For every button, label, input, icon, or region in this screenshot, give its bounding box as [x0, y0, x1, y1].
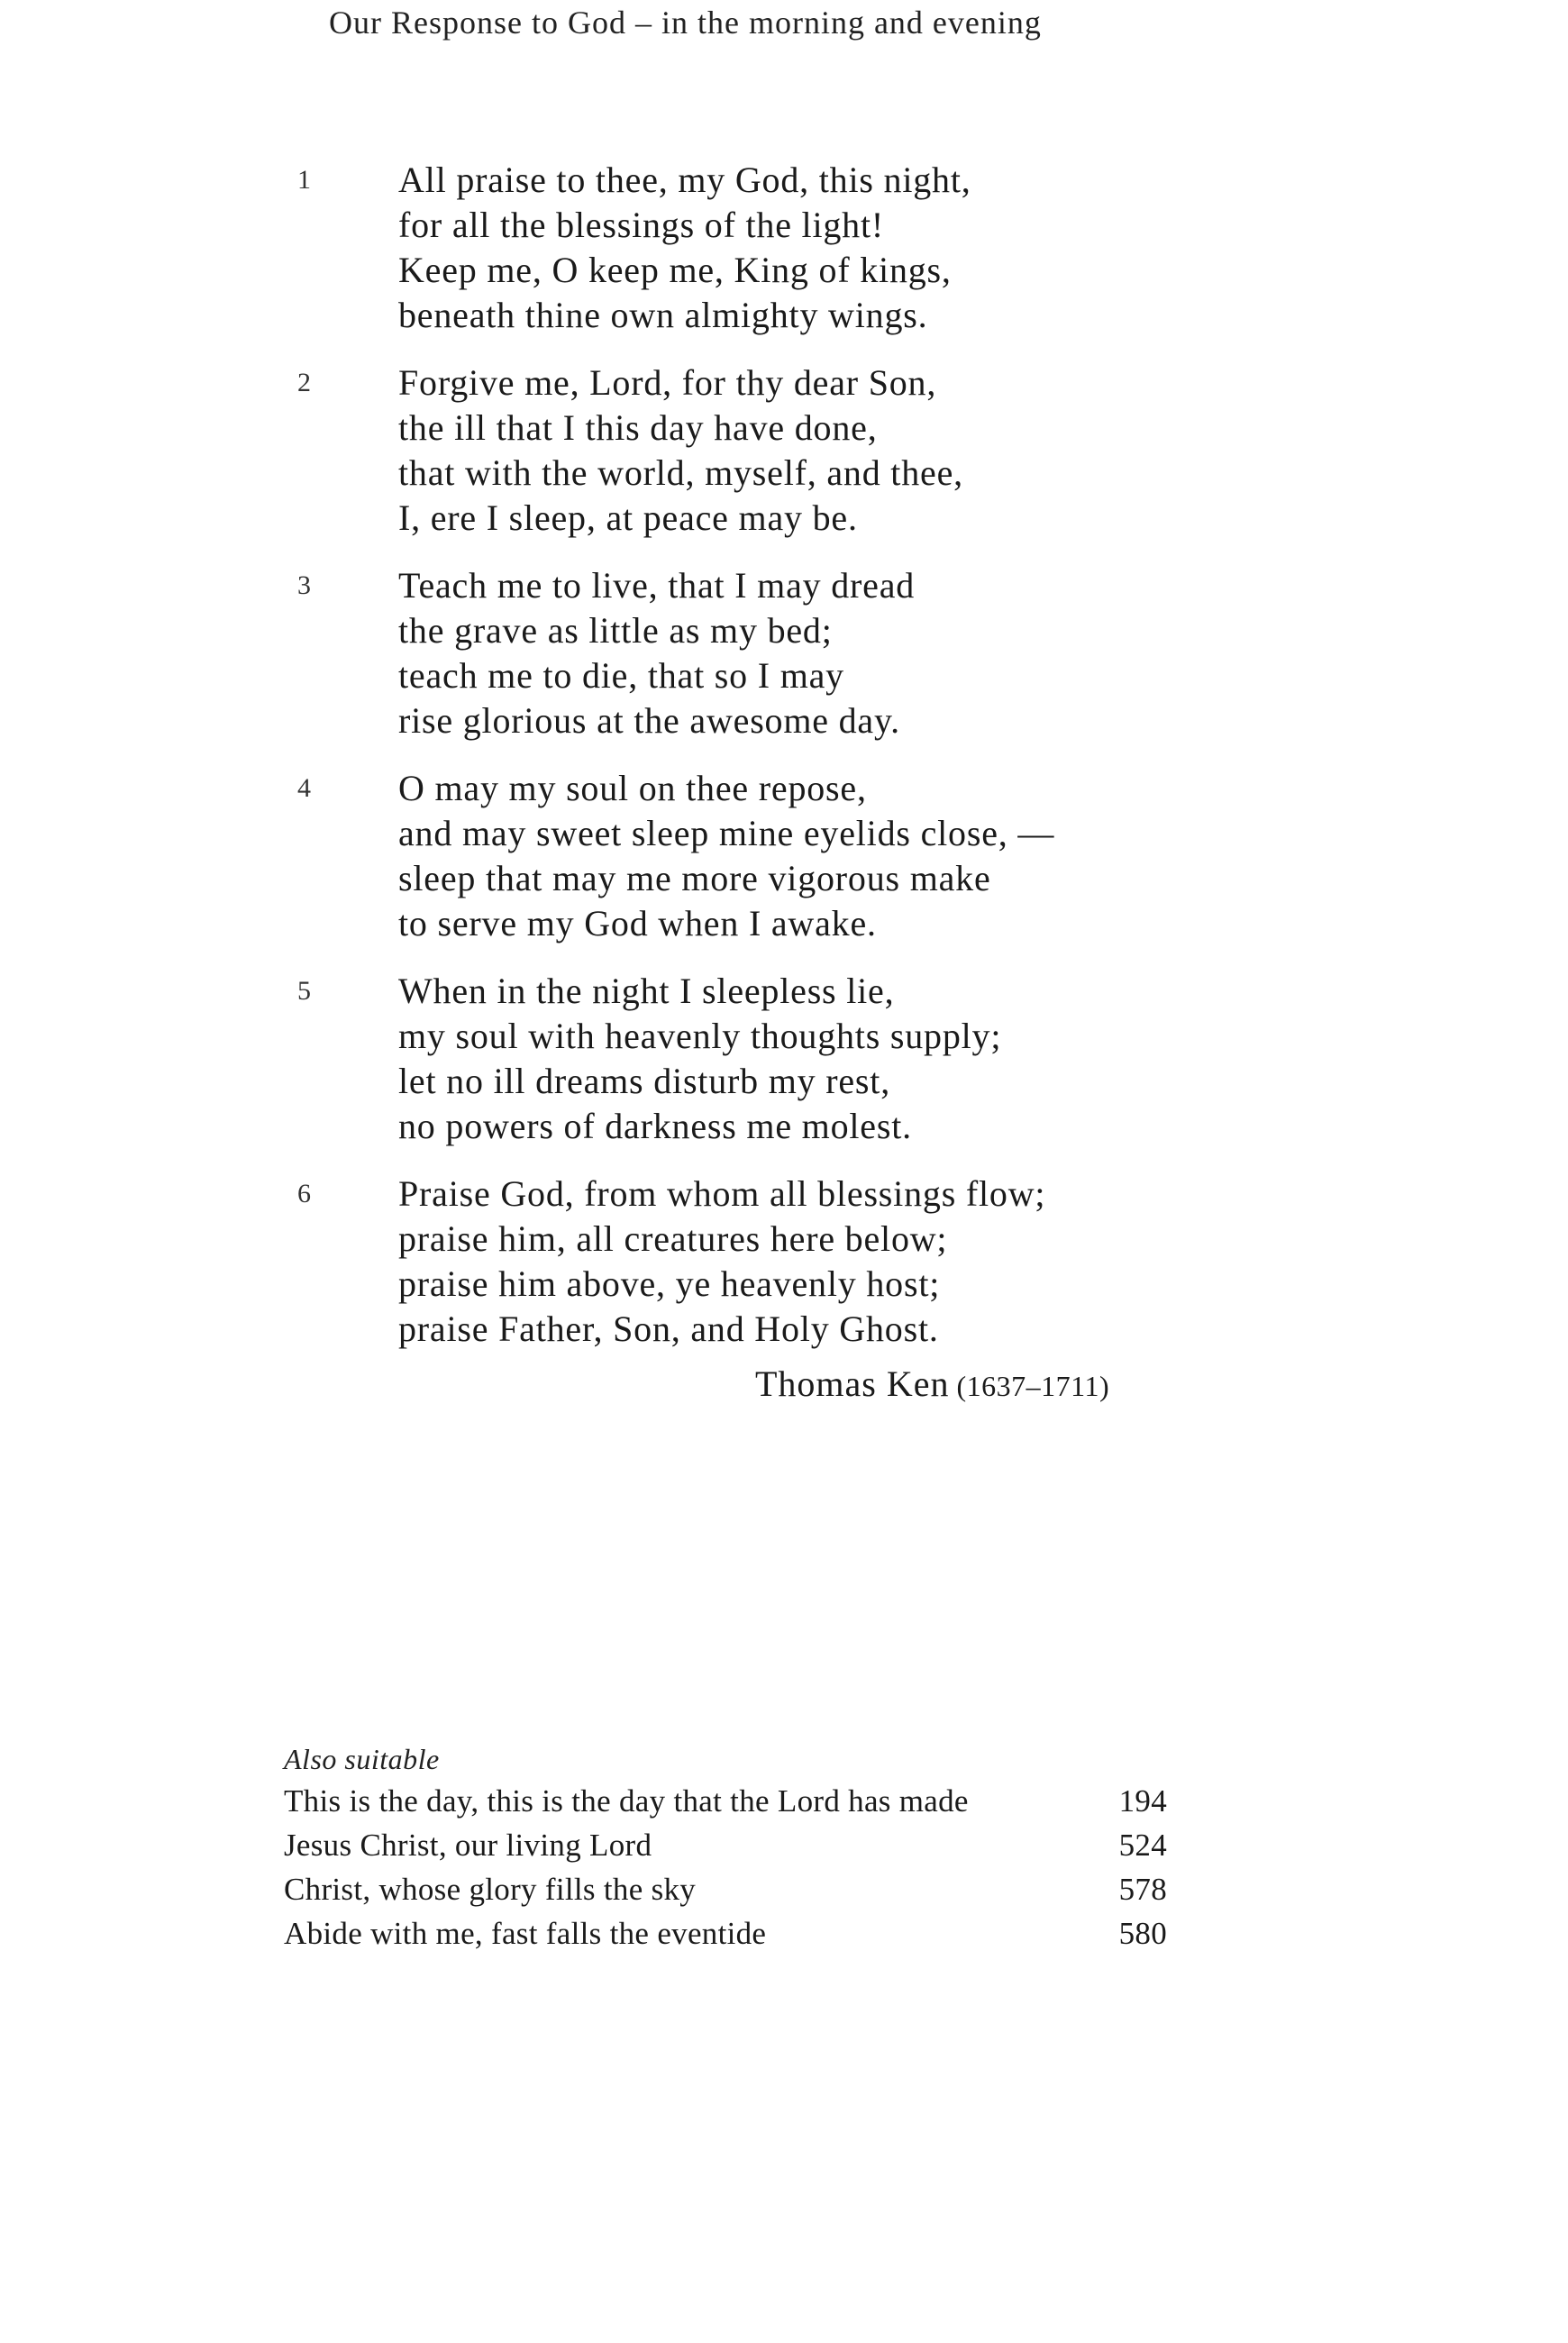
verse-number: 3	[297, 570, 311, 600]
verse	[297, 563, 1199, 743]
verse-line: the ill that I this day have done,	[398, 407, 878, 448]
also-suitable-heading: Also suitable	[284, 1743, 440, 1775]
also-suitable-title: Abide with me, fast falls the eventide	[284, 1916, 767, 1951]
verse-line: sleep that may me more vigorous make	[398, 858, 991, 898]
running-header: Our Response to God – in the morning and evening	[329, 5, 1042, 41]
verse-line: praise Father, Son, and Holy Ghost.	[398, 1308, 939, 1349]
author-name: Thomas Ken	[755, 1363, 950, 1404]
verse	[297, 158, 1199, 338]
verse-lines	[398, 1172, 1199, 1352]
verse-number: 4	[297, 773, 311, 803]
verse-line: my soul with heavenly thoughts supply;	[398, 1016, 1002, 1056]
author-dates: (1637–1711)	[956, 1370, 1110, 1402]
verse-line: the grave as little as my bed;	[398, 610, 833, 651]
also-suitable-title: Christ, whose glory fills the sky	[284, 1872, 697, 1907]
also-suitable-item	[284, 1823, 1167, 1867]
also-suitable-title: Jesus Christ, our living Lord	[284, 1828, 652, 1863]
verse-line: that with the world, myself, and thee,	[398, 452, 963, 493]
also-suitable-title: This is the day, this is the day that the Lord has made	[284, 1783, 969, 1819]
verse-line: no powers of darkness me molest.	[398, 1106, 912, 1146]
verse	[297, 766, 1199, 946]
verse-line: Praise God, from whom all blessings flow;	[398, 1173, 1046, 1214]
also-suitable-number: 580	[1118, 1916, 1167, 1951]
verse-number: 2	[297, 368, 311, 397]
also-suitable-number: 578	[1118, 1872, 1167, 1907]
verse-line: to serve my God when I awake.	[398, 903, 877, 944]
verse-lines	[398, 360, 1199, 541]
also-suitable-number: 194	[1118, 1783, 1167, 1819]
also-suitable-number: 524	[1118, 1828, 1167, 1863]
verse-line: teach me to die, that so I may	[398, 655, 844, 696]
verse-line: let no ill dreams disturb my rest,	[398, 1061, 891, 1101]
verse-line: praise him, all creatures here below;	[398, 1218, 948, 1259]
verse-line: When in the night I sleepless lie,	[398, 971, 895, 1011]
verse	[297, 969, 1199, 1149]
verse	[297, 360, 1199, 541]
also-suitable-item	[284, 1779, 1167, 1823]
verse-number: 5	[297, 976, 311, 1006]
hymn-verses	[297, 158, 1199, 1374]
verse-line: O may my soul on thee repose,	[398, 768, 867, 808]
verse-line: Teach me to live, that I may dread	[398, 565, 916, 606]
verse-line: beneath thine own almighty wings.	[398, 295, 928, 335]
verse-lines	[398, 766, 1199, 946]
verse	[297, 1172, 1199, 1352]
verse-line: Keep me, O keep me, King of kings,	[398, 250, 952, 290]
verse-line: All praise to thee, my God, this night,	[398, 160, 971, 200]
verse-line: I, ere I sleep, at peace may be.	[398, 497, 858, 538]
also-suitable-item	[284, 1867, 1167, 1911]
also-suitable-section	[284, 1739, 1167, 1956]
verse-lines	[398, 158, 1199, 338]
verse-lines	[398, 563, 1199, 743]
verse-line: for all the blessings of the light!	[398, 205, 885, 245]
verse-line: Forgive me, Lord, for thy dear Son,	[398, 362, 937, 403]
verse-line: praise him above, ye heavenly host;	[398, 1263, 941, 1304]
hymn-attribution	[755, 1363, 1161, 1405]
verse-line: and may sweet sleep mine eyelids close, —	[398, 813, 1055, 853]
also-suitable-item	[284, 1911, 1167, 1956]
verse-lines	[398, 969, 1199, 1149]
verse-number: 1	[297, 165, 311, 195]
verse-number: 6	[297, 1179, 311, 1208]
verse-line: rise glorious at the awesome day.	[398, 700, 900, 741]
